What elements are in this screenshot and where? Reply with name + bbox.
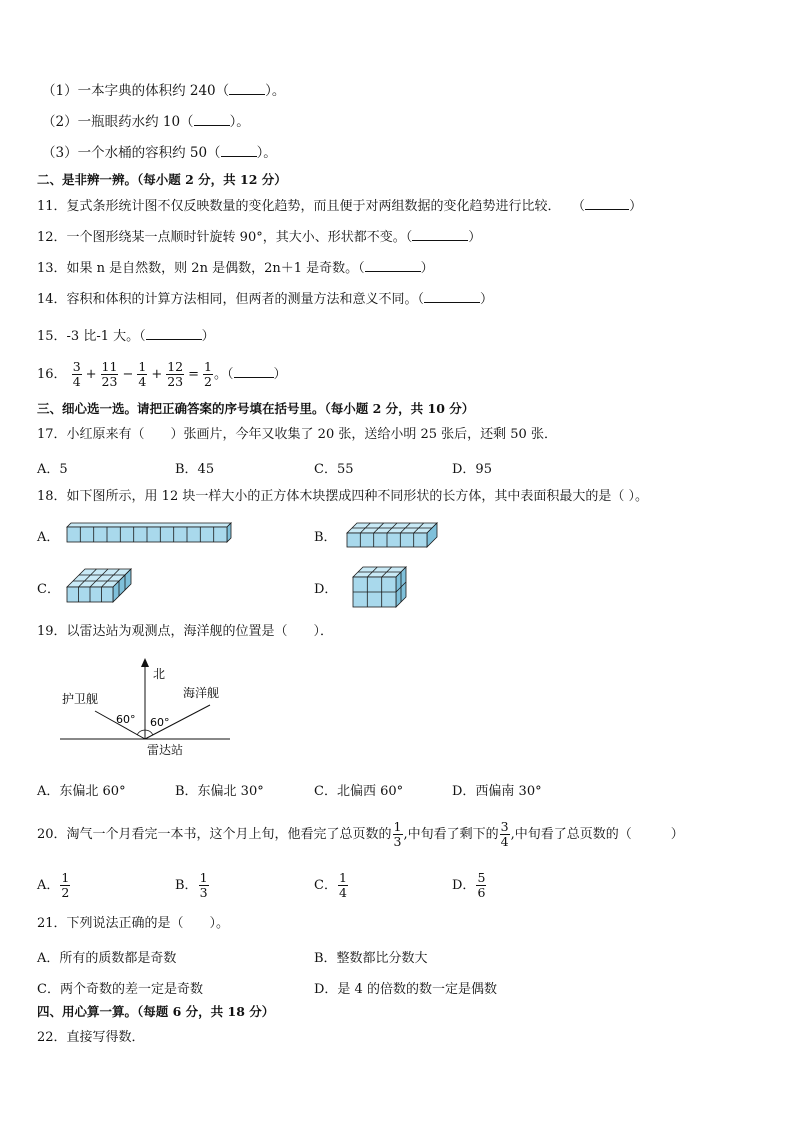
north-arrow-icon: [141, 658, 149, 667]
question-11: 11．复式条形统计图不仅反映数量的变化趋势，而且便于对两组数据的变化趋势进行比较． （ ）: [37, 199, 643, 214]
answer-blank[interactable]: [146, 328, 202, 340]
option-a[interactable]: A．东偏北 60°: [37, 784, 126, 799]
fraction: $\frac{3}{4}$: [500, 819, 509, 849]
north-label: 北: [153, 667, 166, 681]
option-c[interactable]: C．北偏西 60°: [314, 784, 404, 799]
question-19: 19．以雷达站为观测点，海洋舰的位置是（ ）．: [37, 624, 334, 639]
fraction: $\frac{11}{23}$: [101, 359, 118, 389]
fill-item-3: （3）一个水桶的容积约 50（ ）。: [42, 145, 277, 161]
cuboid-a-figure: [64, 520, 234, 544]
question-13: 13．如果 n 是自然数，则 2n 是偶数，2n＋1 是奇数。（ ）: [37, 261, 434, 276]
answer-blank[interactable]: [585, 198, 629, 210]
option-a[interactable]: A．所有的质数都是奇数: [37, 951, 177, 966]
option-c[interactable]: C． $\frac{1}{4}$: [314, 870, 347, 900]
section-3-title: 三、细心选一选。请把正确答案的序号填在括号里。（每小题 2 分，共 10 分）: [37, 401, 475, 416]
option-d[interactable]: D．是 4 的倍数的数一定是偶数: [314, 982, 497, 997]
answer-blank[interactable]: [365, 260, 421, 272]
answer-blank[interactable]: [412, 229, 468, 241]
left-angle-label: 60°: [116, 713, 136, 726]
fraction: $\frac{3}{4}$: [72, 359, 81, 389]
option-b[interactable]: B．45: [175, 462, 215, 477]
section-2-title: 二、是非辨一辨。（每小题 2 分，共 12 分）: [37, 172, 287, 187]
option-d[interactable]: D．95: [452, 462, 492, 477]
option-b[interactable]: B．东偏北 30°: [175, 784, 264, 799]
question-20: 20．淘气一个月看完一本书，这个月上旬，他看完了总页数的 $\frac{1}{3}$ ,中旬看了剩下的 $\frac{3}{4}$ ,中旬看了总页数的（ ）: [37, 819, 684, 849]
option-a-label[interactable]: A．: [37, 530, 60, 545]
question-16: 16． $\frac{3}{4}$ + $\frac{11}{23}$ − $\frac{1}{4}$ + $\frac{12}{23}$ = $\frac{1}{2}$ 。（ ）: [37, 359, 287, 389]
cuboid-d-figure: [350, 564, 410, 610]
option-b[interactable]: B．整数都比分数大: [314, 951, 428, 966]
fraction: $\frac{1}{2}$: [204, 359, 212, 389]
option-c[interactable]: C．两个奇数的差一定是奇数: [37, 982, 203, 997]
option-c[interactable]: C．55: [314, 462, 354, 477]
fraction: $\frac{1}{4}$: [138, 359, 147, 389]
option-b-label[interactable]: B．: [314, 530, 337, 545]
cuboid-c-figure: [64, 566, 134, 606]
question-14: 14．容积和体积的计算方法相同，但两者的测量方法和意义不同。（ ）: [37, 292, 494, 307]
question-21: 21．下列说法正确的是（ ）。: [37, 916, 230, 931]
question-18: 18．如下图所示，用 12 块一样大小的正方体木块摆成四种不同形状的长方体，其中表面积最大的是（ ）。: [37, 489, 648, 504]
fraction: $\frac{12}{23}$: [167, 359, 184, 389]
option-a[interactable]: A． $\frac{1}{2}$: [37, 870, 70, 900]
answer-blank[interactable]: [194, 114, 230, 126]
direction-diagram: [60, 655, 235, 760]
option-d[interactable]: D． $\frac{5}{6}$: [452, 870, 486, 900]
question-17: 17．小红原来有（ ）张画片，今年又收集了 20 张，送给小明 25 张后，还剩 50 张．: [37, 427, 557, 442]
escort-ship-label: 护卫舰: [62, 692, 99, 706]
cuboid-b-figure: [344, 520, 440, 550]
fill-item-1: （1）一本字典的体积约 240（ ）。: [42, 83, 286, 99]
section-4-title: 四、用心算一算。（每题 6 分，共 18 分）: [37, 1004, 275, 1019]
answer-blank[interactable]: [221, 145, 257, 157]
ocean-ship-label: 海洋舰: [183, 686, 220, 700]
answer-blank[interactable]: [229, 83, 265, 95]
radar-station-label: 雷达站: [147, 743, 184, 757]
option-c-label[interactable]: C．: [37, 582, 60, 597]
question-15: 15．-3 比-1 大。（ ）: [37, 329, 215, 344]
option-b[interactable]: B． $\frac{1}{3}$: [175, 870, 208, 900]
answer-blank[interactable]: [234, 366, 274, 378]
fraction: $\frac{1}{3}$: [393, 819, 402, 849]
option-a[interactable]: A．5: [37, 462, 68, 477]
option-d[interactable]: D．西偏南 30°: [452, 784, 542, 799]
option-d-label[interactable]: D．: [314, 582, 338, 597]
fill-item-2: （2）一瓶眼药水约 10（ ）。: [42, 114, 250, 130]
right-angle-label: 60°: [150, 716, 170, 729]
answer-blank[interactable]: [424, 291, 480, 303]
question-12: 12．一个图形绕某一点顺时针旋转 90°，其大小、形状都不变。（ ）: [37, 230, 482, 245]
question-22: 22．直接写得数．: [37, 1030, 145, 1045]
